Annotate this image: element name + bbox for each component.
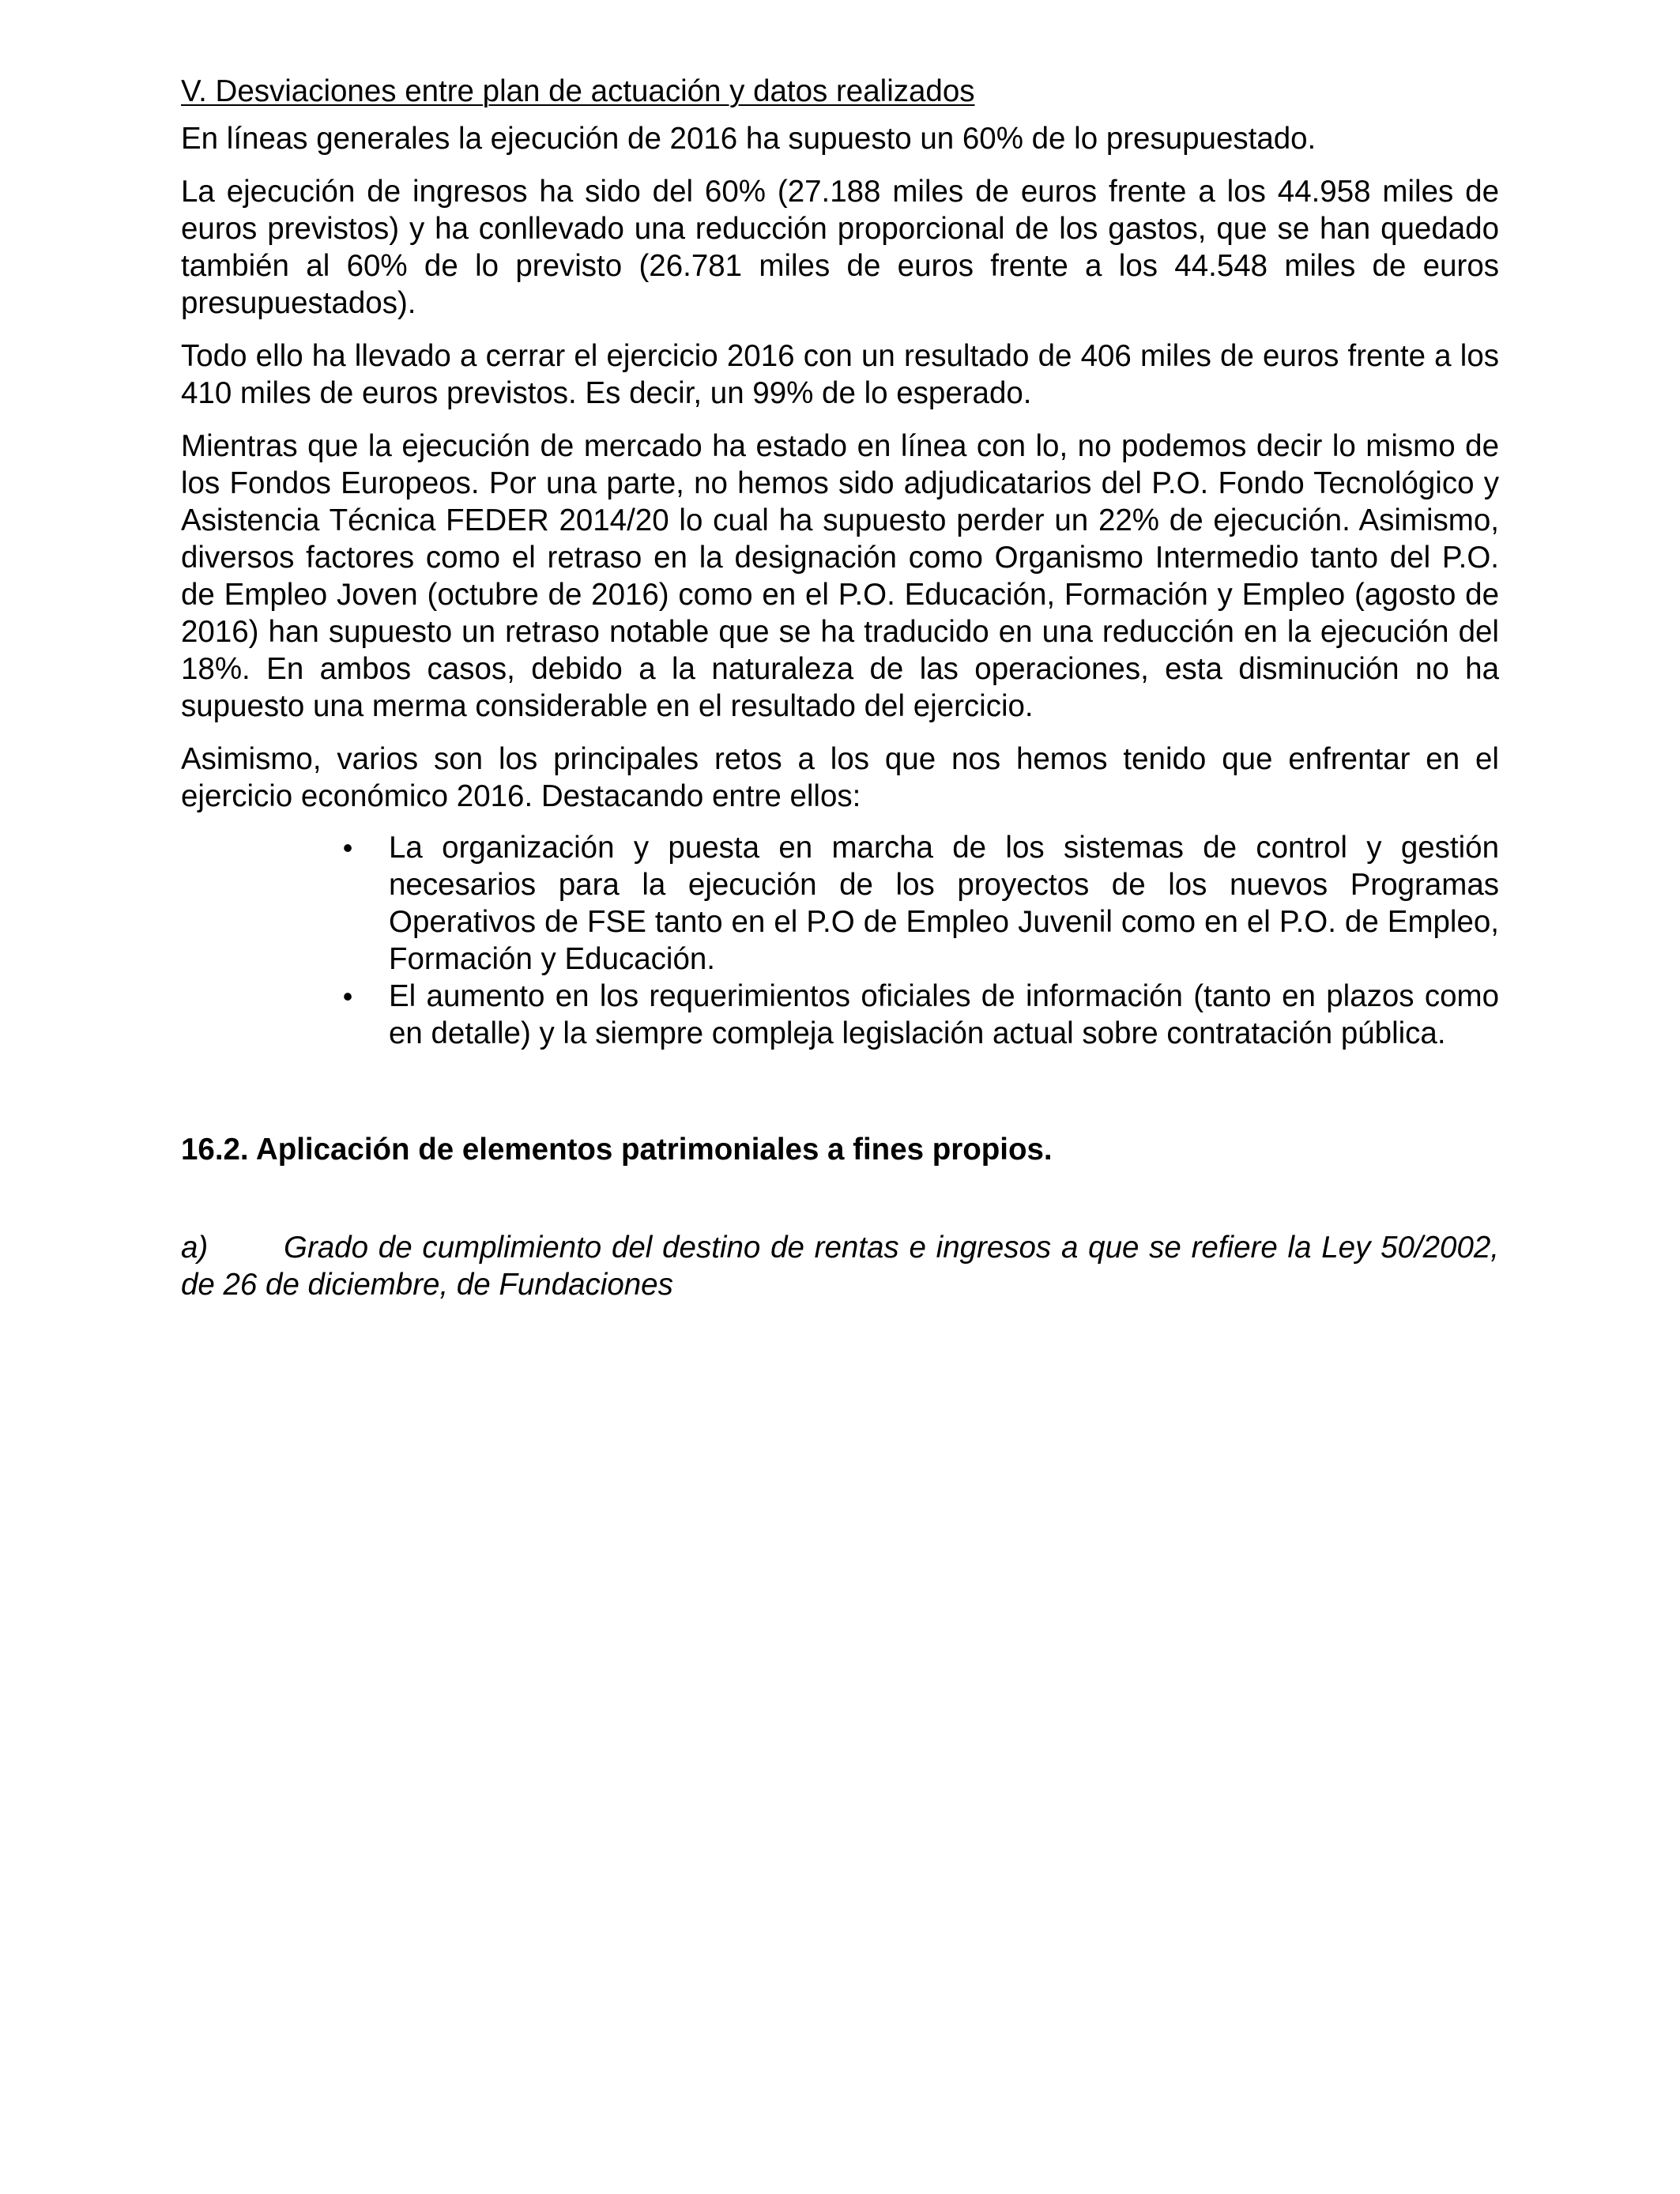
list-item (181, 829, 1499, 978)
challenges-list (181, 829, 1499, 1052)
paragraph-result: Todo ello ha llevado a cerrar el ejercicio 2016 con un resultado de 406 miles de euros frente a los 410 miles de euros previstos. Es decir, un 99% de lo esperado. (181, 339, 1499, 410)
sub-item-label: a) (181, 1231, 209, 1265)
sub-item-text: Grado de cumplimiento del destino de rentas e ingresos a que se refiere la Ley 50/2002, de 26 de diciembre, de Fundaciones (181, 1231, 1499, 1302)
list-item-text: El aumento en los requerimientos oficiales de información (tanto en plazos como en detalle) y la siempre compleja legislación actual sobre contratación pública. (389, 979, 1499, 1050)
document-page (181, 73, 1499, 1303)
heading-16-2: 16.2. Aplicación de elementos patrimoniales a fines propios. (181, 1133, 1053, 1167)
sub-item-a (181, 1229, 1499, 1303)
list-item-text: La organización y puesta en marcha de los sistemas de control y gestión necesarios para la ejecución de los proyectos de los nuevos Programas Operativos de FSE tanto en el P.O de Empleo Juvenil como en el P.O. de Empleo, Formación y Educación. (389, 831, 1499, 976)
list-item (181, 978, 1499, 1052)
section-heading: V. Desviaciones entre plan de actuación y datos realizados (181, 74, 975, 108)
bullet-icon: • (342, 831, 353, 864)
paragraph-european-funds: Mientras que la ejecución de mercado ha estado en línea con lo, no podemos decir lo mismo de los Fondos Europeos. Por una parte, no hemos sido adjudicatarios del P.O. Fondo Tecnológico y Asistencia Técnica FEDER 2014/20 lo cual ha supuesto perder un 22% de ejecución. Asimismo, diversos factores como el retraso en la designación como Organismo Intermedio tanto del P.O. de Empleo Joven (octubre de 2016) como en el P.O. Educación, Formación y Empleo (agosto de 2016) han supuesto un retraso notable que se ha traducido en una reducción en la ejecución del 18%. En ambos casos, debido a la naturaleza de las operaciones, esta disminución no ha supuesto una merma considerable en el resultado del ejercicio. (181, 429, 1499, 723)
paragraph-challenges: Asimismo, varios son los principales retos a los que nos hemos tenido que enfrentar en el ejercicio económico 2016. Destacando entre ellos: (181, 742, 1499, 813)
paragraph-summary: En líneas generales la ejecución de 2016 ha supuesto un 60% de lo presupuestado. (181, 122, 1317, 156)
bullet-icon: • (342, 980, 353, 1012)
paragraph-income-execution: La ejecución de ingresos ha sido del 60% (27.188 miles de euros frente a los 44.958 miles de euros previstos) y ha conllevado una reducción proporcional de los gastos, que se han quedado también al 60% de lo previsto (26.781 miles de euros frente a los 44.548 miles de euros presupuestados). (181, 175, 1499, 320)
